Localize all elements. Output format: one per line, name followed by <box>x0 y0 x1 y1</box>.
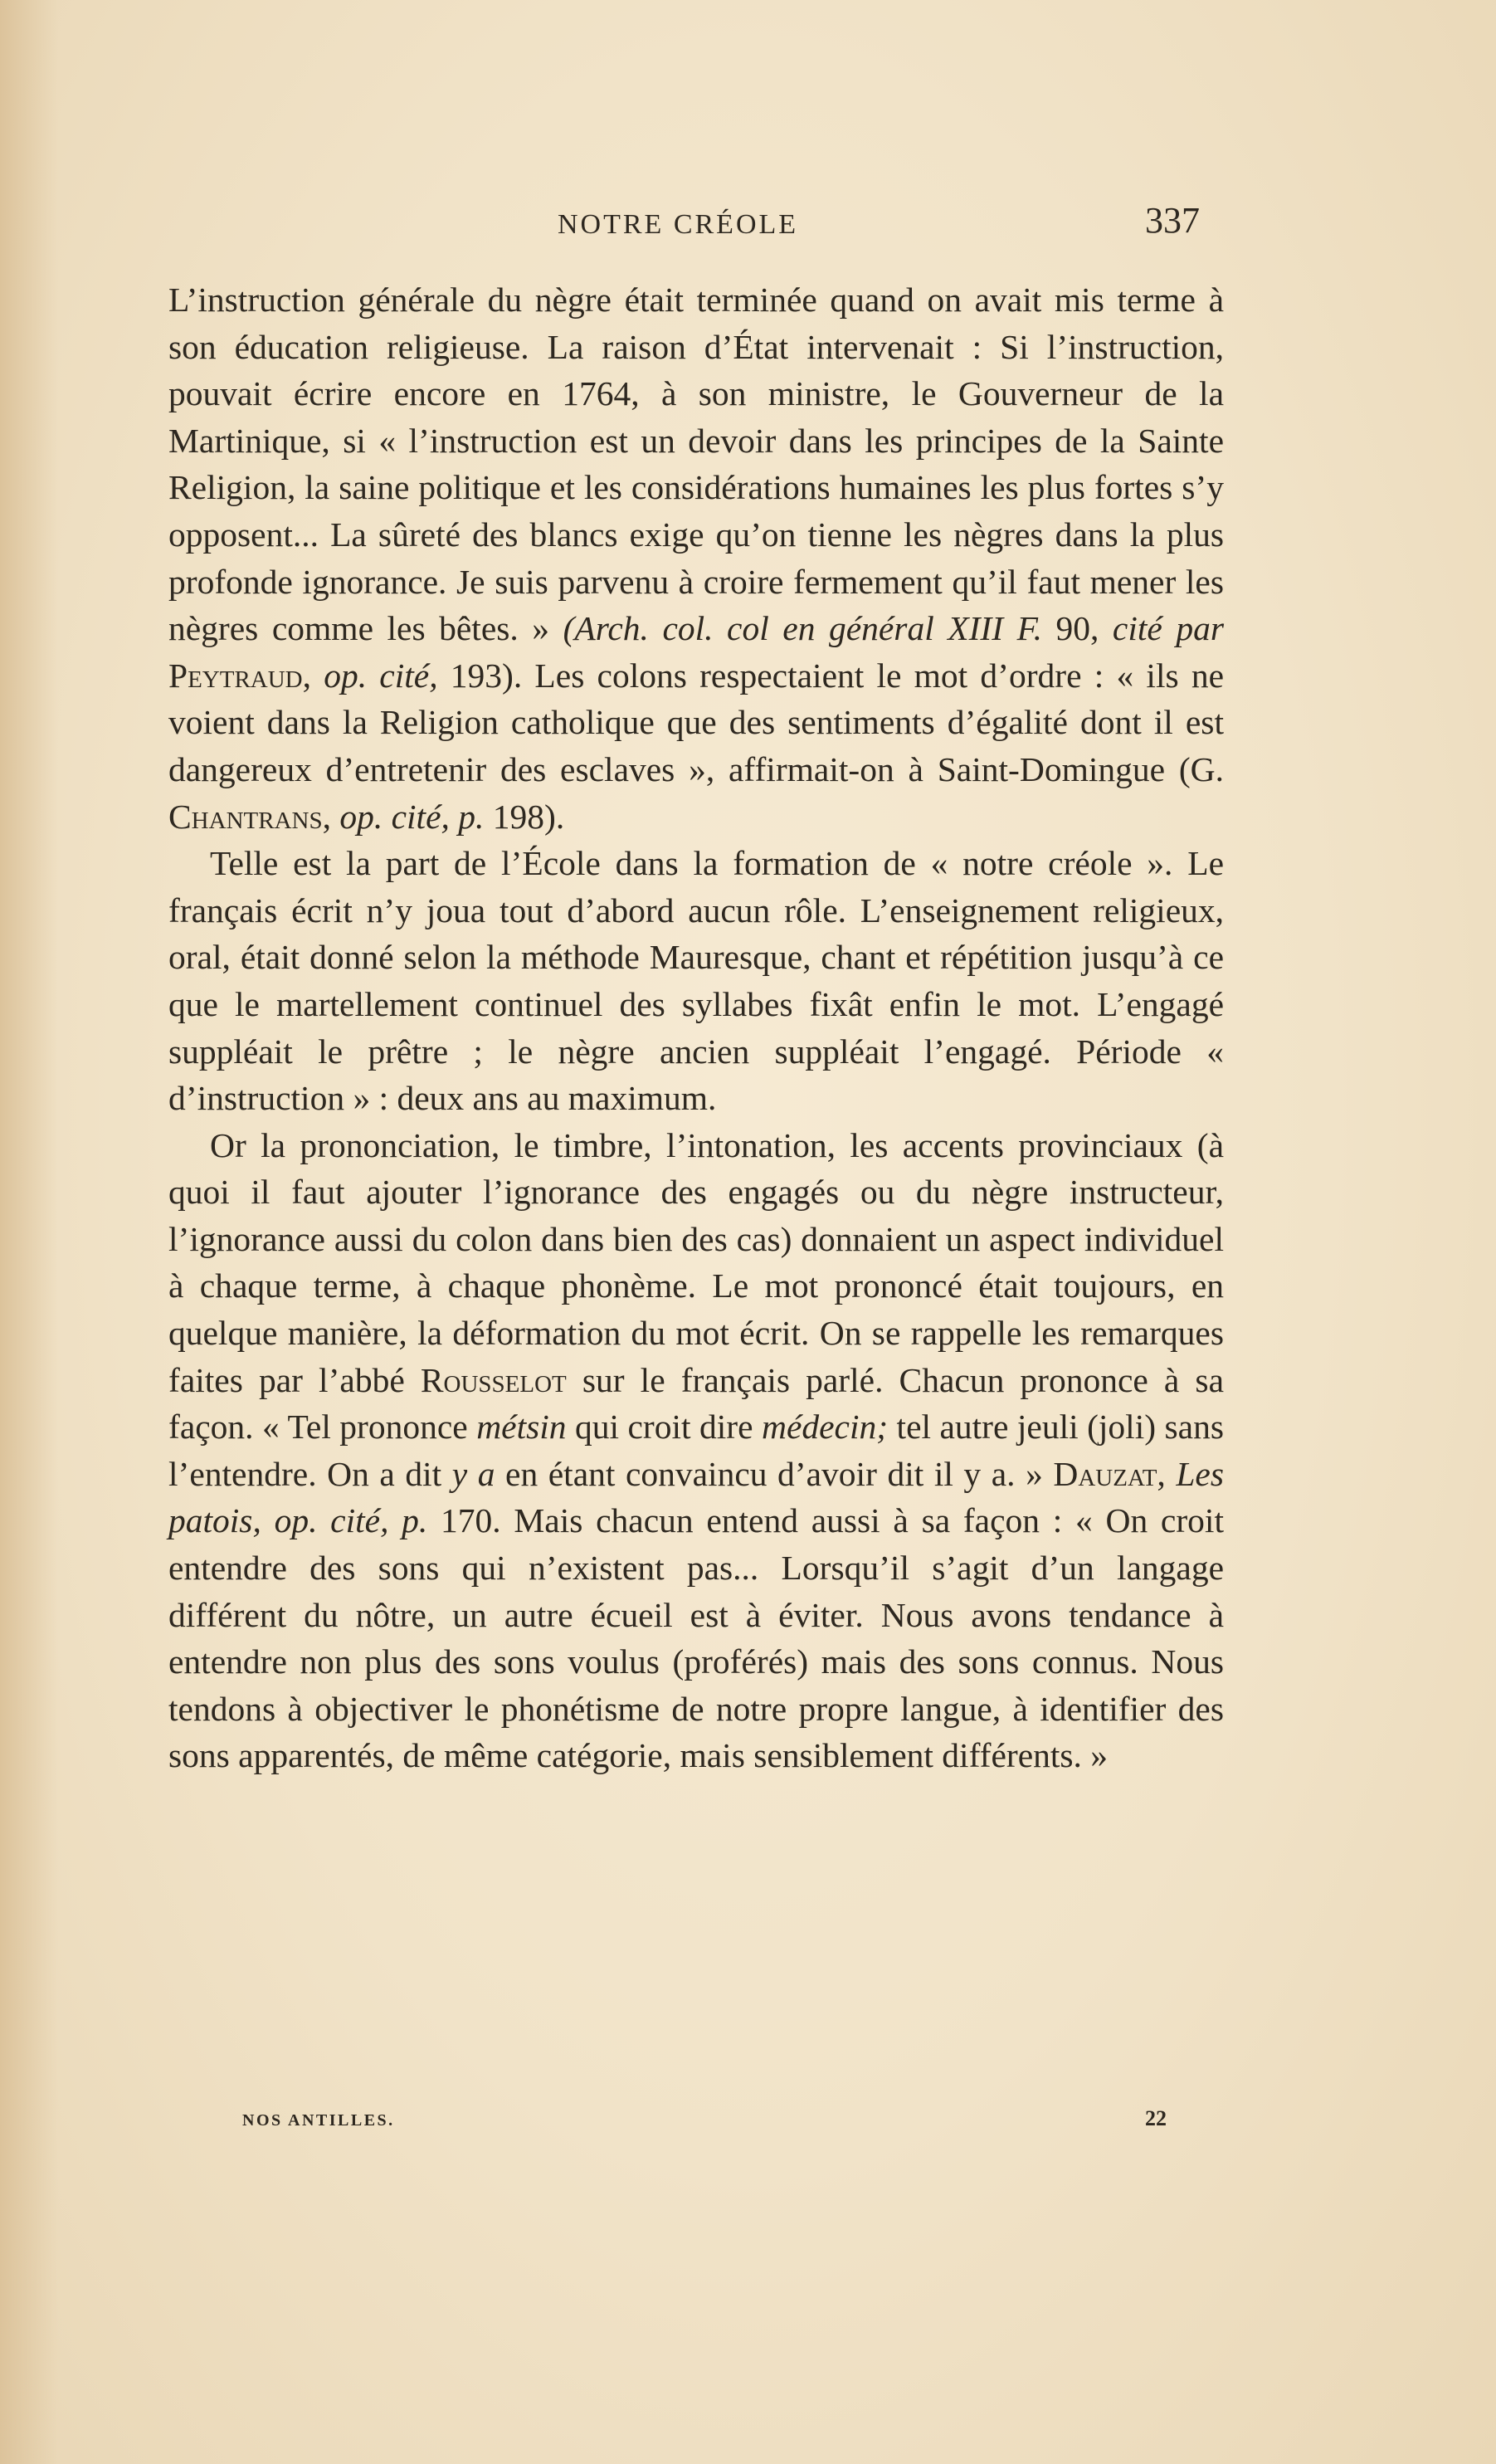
paragraph-1 <box>168 276 1224 840</box>
text-run: 90, <box>1041 609 1113 648</box>
text-run: 193). Les colons respectaient le mot d’ordre : « ils ne voient dans la Religion catholique que des sentiments d’égalité dont il est dangereux d’entretenir des esclaves », affirmait-on à Saint-Domingue (G. <box>168 656 1225 788</box>
sheet-number: 22 <box>1145 2106 1167 2130</box>
author-name: Peytraud, <box>168 656 311 695</box>
italic-word: médecin; <box>761 1408 889 1447</box>
italic-word: métsin <box>476 1408 567 1447</box>
citation: (Arch. col. col en général XIII F. <box>563 609 1042 648</box>
text-run: 170. Mais chacun entend aussi à sa façon : « On croit entendre des sons qui n’existent pas... Lorsqu’il s’agit d’un langage différent du nôtre, un autre écueil est à éviter. Nous avons tendance à entendre non plus des sons voulus (proférés) mais des sons connus. Nous tendons à objectiver le phonétisme de notre propre langue, à identifier des sons apparentés, de même catégorie, mais sensiblement différents. » <box>168 1501 1224 1775</box>
text-run <box>1166 1455 1177 1493</box>
page-footer <box>0 2106 1496 2140</box>
citation: Les patois, op. cité, p. <box>168 1454 1224 1540</box>
citation: cité par <box>1112 609 1224 648</box>
paragraph-3 <box>168 1122 1224 1779</box>
text-run: tel autre jeuli (joli) sans l’entendre. On a dit <box>168 1408 1224 1493</box>
text-run: Or la prononciation, le timbre, l’intonation, les accents provinciaux (à quoi il faut ajouter l’ignorance des engagés ou du nègre instructeur, l’ignorance aussi du colon dans bien des cas) donnaient un aspect individuel à chaque terme, à chaque phonème. Le mot prononcé était toujours, en quelque manière, la déformation du mot écrit. On se rappelle les remarques faites par l’abbé <box>168 1125 1224 1399</box>
text-run: 198). <box>484 797 565 836</box>
signature-mark: NOS ANTILLES. <box>242 2111 395 2130</box>
text-run: qui croit dire <box>566 1408 762 1447</box>
running-head <box>0 199 1496 249</box>
author-name: Dauzat, <box>1053 1454 1166 1493</box>
citation: op. cité, p. <box>339 797 485 836</box>
page-number: 337 <box>1145 200 1200 241</box>
running-title: NOTRE CRÉOLE <box>558 209 799 240</box>
text-run <box>331 798 339 836</box>
citation: op. cité, <box>324 656 438 695</box>
paragraph-2: Telle est la part de l’École dans la formation de « notre créole ». Le français écrit n’y joua tout d’abord aucun rôle. L’enseignement religieux, oral, était donné selon la méthode Mauresque, chant et répétition jusqu’à ce que le martellement continuel des syllabes fixât enfin le mot. L’engagé suppléait le prêtre ; le nègre ancien suppléait l’engagé. Période « d’instruction » : deux ans au maximum. <box>168 844 1224 1118</box>
italic-word: y a <box>451 1454 495 1493</box>
text-run <box>311 656 324 695</box>
text-run: L’instruction générale du nègre était terminée quand on avait mis terme à son éducation religieuse. La raison d’État intervenait : Si l’instruction, pouvait écrire encore en 1764, à son ministre, le Gouverneur de la Martinique, si « l’instruction est un devoir dans les principes de la Sainte Religion, la saine politique et les considérations humaines les plus fortes s’y opposent... La sûreté des blancs exige qu’on tienne les nègres dans la plus profonde ignorance. Je suis parvenu à croire fermement qu’il faut mener les nègres comme les bêtes. » <box>168 281 1224 648</box>
text-run: en étant convaincu d’avoir dit il y a. » <box>495 1454 1054 1493</box>
text-block <box>168 276 1224 1779</box>
text-run: sur le français parlé. Chacun prononce à sa façon. « Tel prononce <box>168 1360 1224 1447</box>
author-name: Rousselot <box>420 1360 567 1399</box>
author-name: Chantrans, <box>168 797 331 836</box>
